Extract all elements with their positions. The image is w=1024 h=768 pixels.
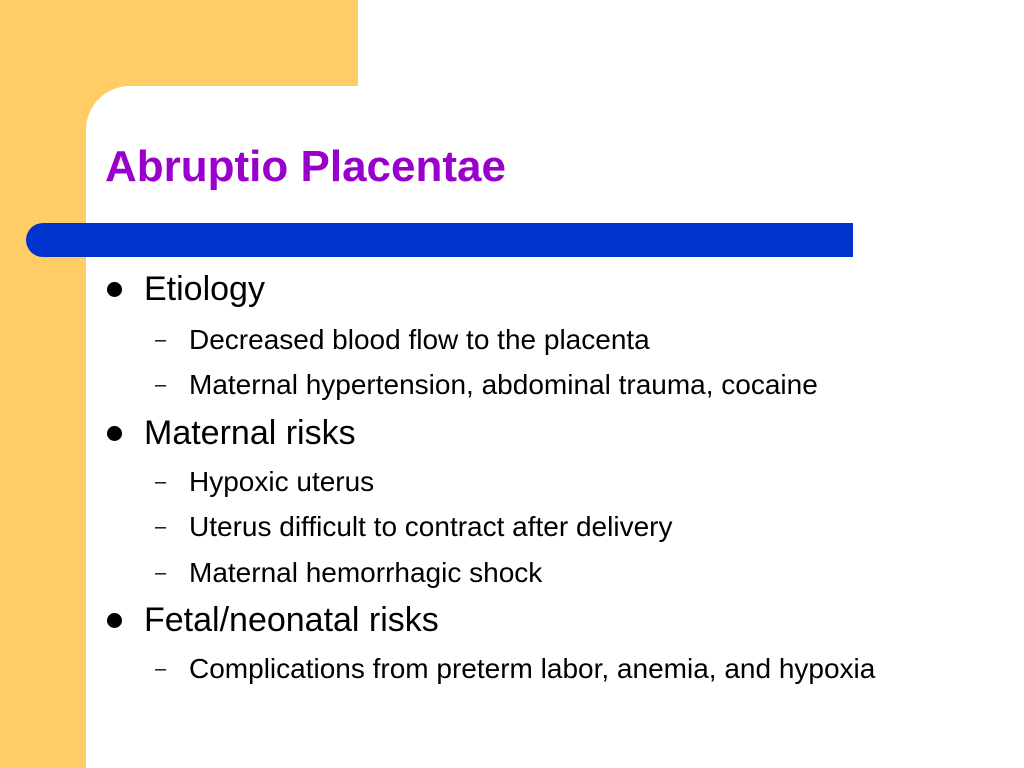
title-divider-bar — [26, 223, 853, 257]
sub-item-label: Maternal hypertension, abdominal trauma, cocaine — [189, 369, 818, 400]
dash-icon: – — [155, 516, 167, 538]
sub-item — [155, 651, 929, 687]
bullet-maternal-risks — [144, 414, 356, 453]
dash-icon: – — [155, 374, 167, 396]
sub-item-label: Uterus difficult to contract after delivery — [189, 511, 673, 542]
sub-item-label: Decreased blood flow to the placenta — [189, 324, 650, 355]
dash-icon: – — [155, 562, 167, 584]
sub-item — [155, 555, 989, 591]
dash-icon: – — [155, 658, 167, 680]
sub-item-label: Maternal hemorrhagic shock — [189, 557, 543, 588]
bullet-label: Fetal/neonatal risks — [144, 601, 439, 639]
sub-item-label: Hypoxic uterus — [189, 466, 375, 497]
dash-icon: – — [155, 329, 167, 351]
bullet-dot-icon — [107, 282, 122, 297]
bullet-label: Etiology — [144, 270, 265, 308]
bullet-dot-icon — [107, 613, 122, 628]
bullet-label: Maternal risks — [144, 414, 356, 452]
sub-item — [155, 367, 989, 403]
sub-item — [155, 464, 989, 500]
slide-title: Abruptio Placentae — [105, 142, 506, 191]
dash-icon: – — [155, 471, 167, 493]
sub-item — [155, 509, 989, 545]
bullet-etiology — [144, 270, 265, 309]
sub-item — [155, 322, 989, 358]
bullet-fetal-neonatal-risks — [144, 601, 439, 640]
bullet-dot-icon — [107, 426, 122, 441]
sub-item-label: Complications from preterm labor, anemia, and hypoxia — [189, 653, 876, 684]
